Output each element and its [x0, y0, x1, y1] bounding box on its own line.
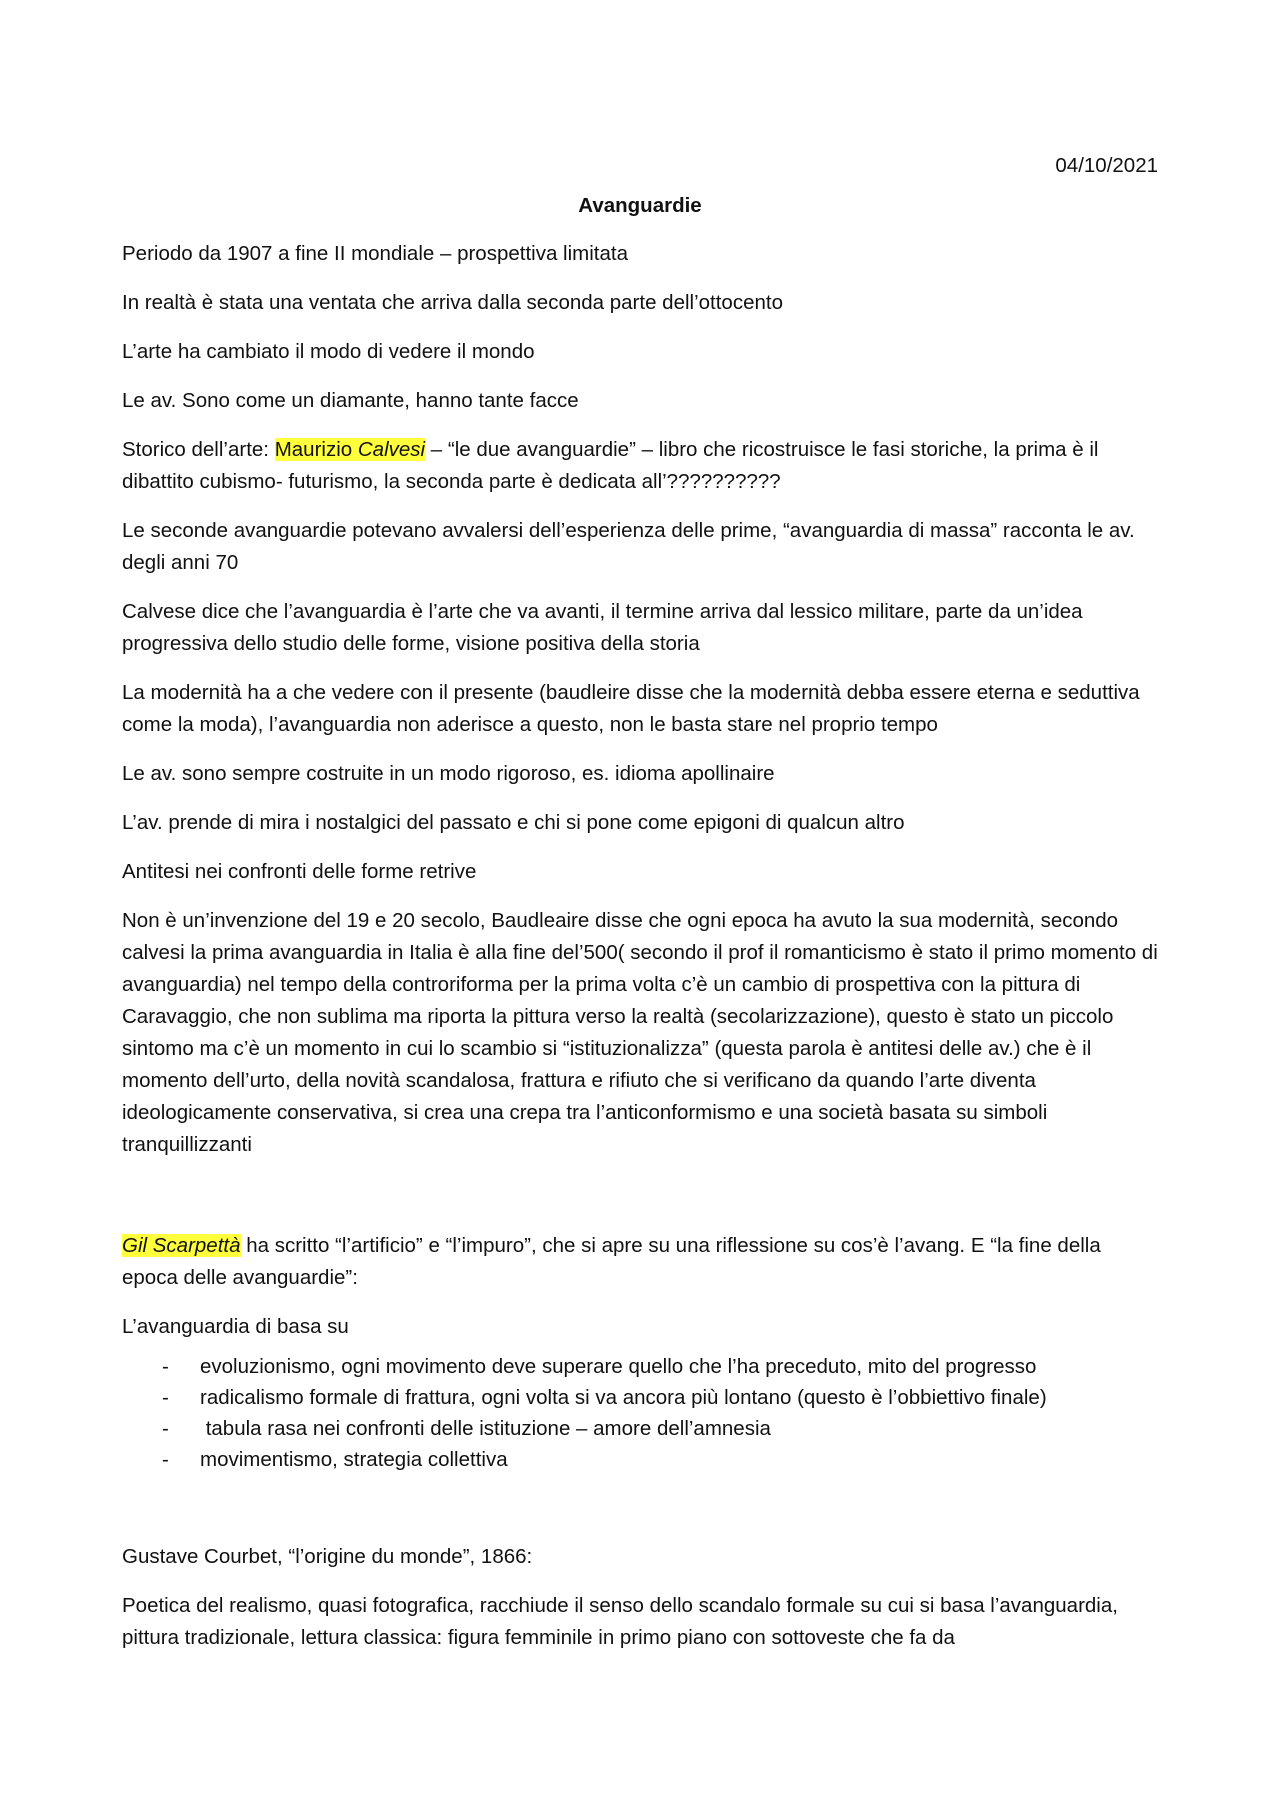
list-dash: -	[162, 1448, 169, 1471]
list-dash: -	[162, 1417, 169, 1440]
paragraph-rigorous: Le av. sono sempre costruite in un modo rigoroso, es. idioma apollinaire	[122, 762, 775, 785]
calvesi-first-name: Maurizio	[274, 438, 358, 461]
list-item	[122, 1444, 1158, 1475]
paragraph-courbet: Gustave Courbet, “l’origine du monde”, 1866:	[122, 1545, 533, 1568]
list-item	[122, 1351, 1158, 1382]
paragraph-scarpetta	[122, 1230, 1158, 1294]
paragraph-calvesi-suffix: – “le due avanguardie” – libro che ricostruisce le fasi storiche, la prima è il dibattito cubismo- futurismo, la seconda parte è dedicata all’??????????	[122, 438, 1099, 493]
paragraph-diamond: Le av. Sono come un diamante, hanno tante facce	[122, 389, 579, 412]
paragraph-realism: Poetica del realismo, quasi fotografica, racchiude il senso dello scandalo formale su cui si basa l’avanguardia, pittura tradizionale, lettura classica: figura femminile in primo piano con sottoveste che fa da	[122, 1594, 1118, 1649]
paragraph-period: Periodo da 1907 a fine II mondiale – prospettiva limitata	[122, 242, 628, 265]
highlighted-name-scarpetta: Gil Scarpettà	[122, 1234, 241, 1257]
list-item-text: evoluzionismo, ogni movimento deve superare quello che l’ha preceduto, mito del progresso	[200, 1355, 1037, 1378]
paragraph-history: Non è un’invenzione del 19 e 20 secolo, Baudleaire disse che ogni epoca ha avuto la sua modernità, secondo calvesi la prima avanguardia in Italia è alla fine del’500( secondo il prof il romanticismo è stato il primo momento di avanguardia) nel tempo della controriforma per la prima volta c’è un cambio di prospettiva con la pittura di Caravaggio, che non sublima ma riporta la pittura verso la realtà (secolarizzazione), questo è stato un piccolo sintomo ma c’è un momento in cui lo scambio si “istituzionalizza” (questa parola è antitesi delle av.) che è il momento dell’urto, della novità scandalosa, frattura e rifiuto che si verificano da quando l’arte diventa ideologicamente conservativa, si crea una crepa tra l’anticonformismo e una società basata su simboli tranquillizzanti	[122, 909, 1158, 1156]
paragraph-art-change: L’arte ha cambiato il modo di vedere il mondo	[122, 340, 535, 363]
paragraph-calvesi	[122, 434, 1158, 498]
list-item-text: radicalismo formale di frattura, ogni volta si va ancora più lontano (questo è l’obbiettivo finale)	[200, 1386, 1047, 1409]
blank-line	[122, 1475, 1158, 1541]
document-title: Avanguardie	[578, 194, 702, 217]
list-item	[122, 1382, 1158, 1413]
paragraph-nostalgic: L’av. prende di mira i nostalgici del passato e chi si pone come epigoni di qualcun altro	[122, 811, 905, 834]
paragraph-calvesi-prefix: Storico dell’arte:	[122, 438, 275, 461]
list-dash: -	[162, 1355, 169, 1378]
list-item-text: tabula rasa nei confronti delle istituzione – amore dell’amnesia	[200, 1417, 771, 1440]
paragraph-modernity: La modernità ha a che vedere con il presente (baudleire disse che la modernità debba essere eterna e seduttiva come la moda), l’avanguardia non aderisce a questo, non le basta stare nel proprio tempo	[122, 681, 1140, 736]
paragraph-list-intro: L’avanguardia di basa su	[122, 1315, 349, 1338]
list-item	[122, 1413, 1158, 1444]
document-date: 04/10/2021	[1055, 154, 1158, 177]
calvesi-last-name: Calvesi	[357, 438, 426, 461]
highlighted-name-calvesi	[275, 438, 425, 461]
list-dash: -	[162, 1386, 169, 1409]
paragraph-antithesis: Antitesi nei confronti delle forme retrive	[122, 860, 477, 883]
paragraph-scarpetta-text: ha scritto “l’artificio” e “l’impuro”, che si apre su una riflessione su cos’è l’avang. E “la fine della epoca delle avanguardie”:	[122, 1234, 1101, 1289]
paragraph-calvese-definition: Calvese dice che l’avanguardia è l’arte che va avanti, il termine arriva dal lessico militare, parte da un’idea progressiva dello studio delle forme, visione positiva della storia	[122, 600, 1083, 655]
blank-line	[122, 1178, 1158, 1230]
list-item-text: movimentismo, strategia collettiva	[200, 1448, 508, 1471]
paragraph-second-avantgarde: Le seconde avanguardie potevano avvalersi dell’esperienza delle prime, “avanguardia di massa” racconta le av. degli anni 70	[122, 519, 1135, 574]
document-body	[122, 150, 1158, 1671]
paragraph-origins: In realtà è stata una ventata che arriva dalla seconda parte dell’ottocento	[122, 291, 783, 314]
bullet-list	[122, 1351, 1158, 1475]
